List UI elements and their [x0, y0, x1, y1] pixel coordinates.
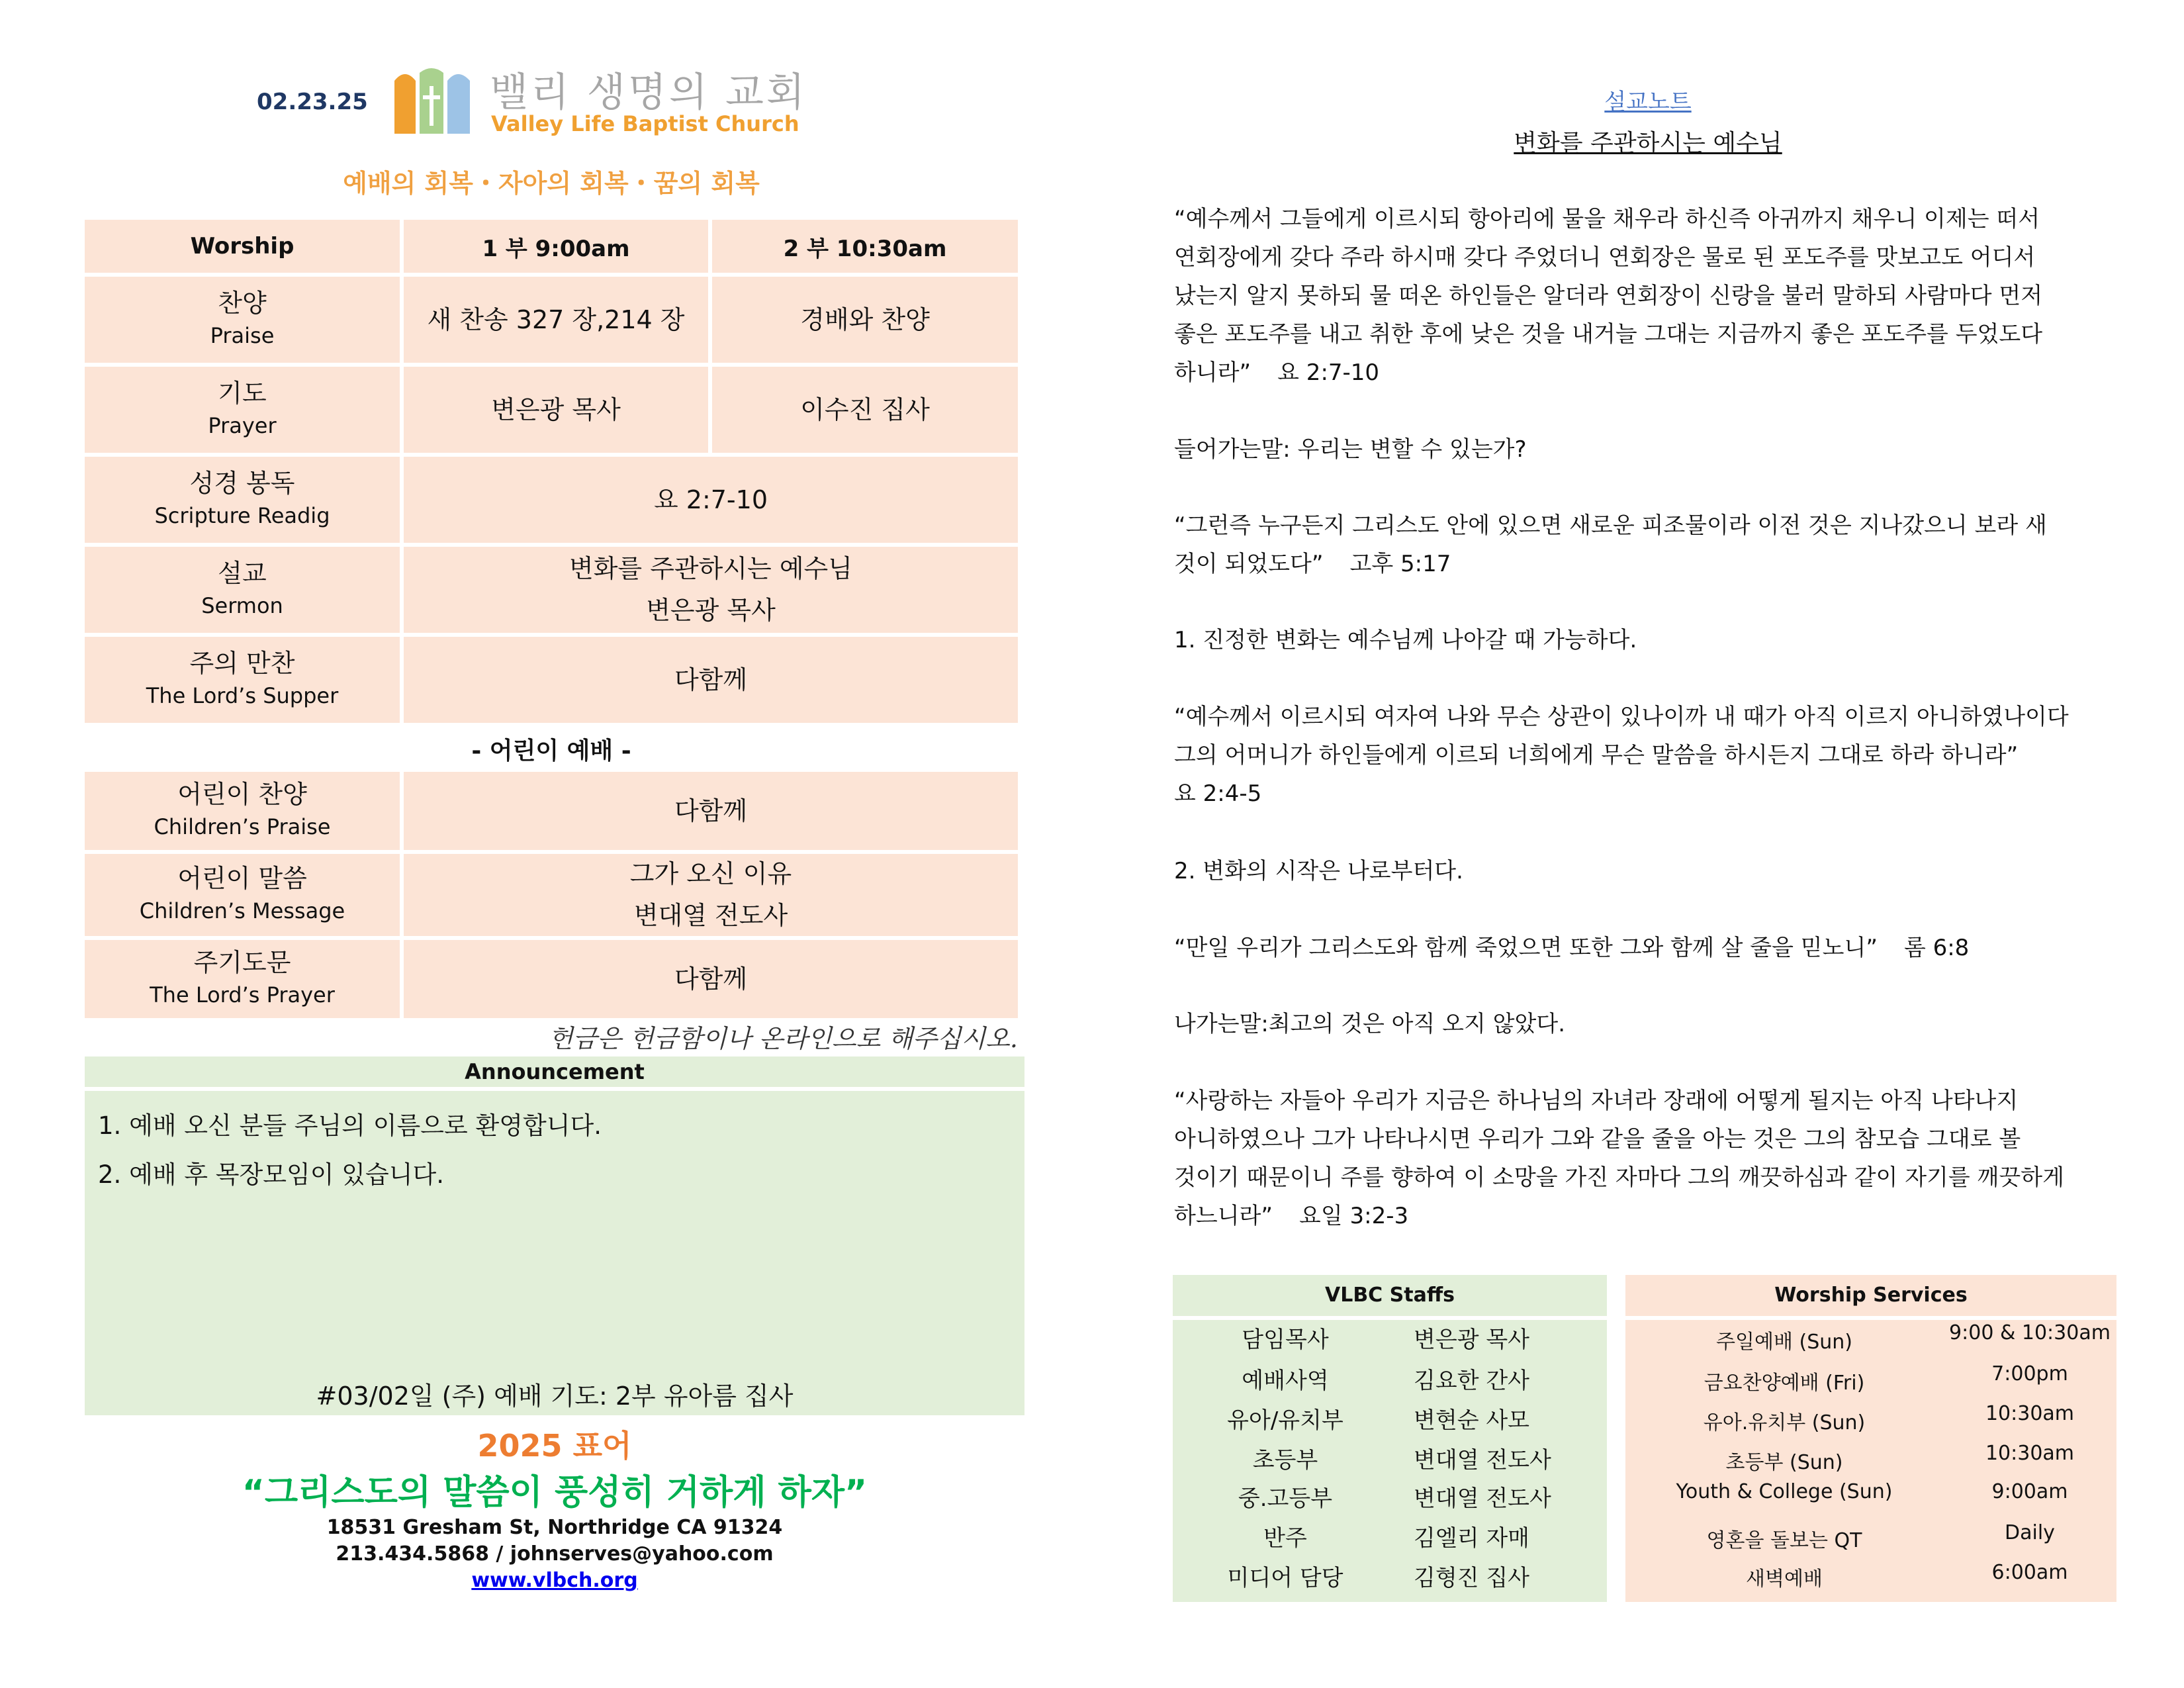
text-line: “예수께서 이르시되 여자여 나와 무슨 상관이 있나이까 내 때가 아직 이르지 아니하였나이다	[1174, 704, 2069, 730]
col-header-worship: Worship	[85, 220, 400, 273]
label-korean: 어린이 말씀	[177, 864, 307, 894]
label-korean: 성경 봉독	[189, 469, 295, 498]
service-time: 9:00 & 10:30am	[1949, 1321, 2111, 1344]
staff-name: 변현순 사모	[1414, 1407, 1530, 1434]
col-header-first-service: 1 부 9:00am	[404, 220, 708, 273]
scripture-passage-5	[1174, 1082, 2101, 1235]
sermon-value	[404, 547, 1018, 633]
verse-reference: 요 2:4-5	[1174, 780, 1262, 807]
closing-statement: 나가는말:최고의 것은 아직 오지 않았다.	[1174, 1011, 1565, 1037]
staff-table	[1173, 1320, 1607, 1602]
label-korean: 주의 만찬	[189, 649, 295, 679]
service-time: 10:30am	[1985, 1442, 2075, 1465]
text-line: 하느니라”	[1174, 1203, 1273, 1229]
service-time: 9:00am	[1991, 1480, 2068, 1503]
verse-reference: 요 2:7-10	[1277, 359, 1380, 386]
service-name: 유아.유치부 (Sun)	[1703, 1411, 1866, 1434]
services-table	[1625, 1320, 2116, 1602]
staff-name: 변대열 전도사	[1414, 1485, 1551, 1512]
staff-role: 미디어 담당	[1227, 1565, 1343, 1591]
service-time: 7:00pm	[1991, 1362, 2068, 1385]
announcement-box	[85, 1091, 1024, 1415]
sermon-point-2: 2. 변화의 시작은 나로부터다.	[1174, 858, 1463, 884]
sermon-notes-label: 설교노트	[1604, 89, 1692, 115]
col-header-second-service: 2 부 10:30am	[712, 220, 1018, 273]
staff-role: 예배사역	[1242, 1368, 1329, 1394]
intro-statement: 들어가는말: 우리는 변할 수 있는가?	[1174, 436, 1527, 463]
service-time: Daily	[2005, 1521, 2055, 1544]
text-line: 연회장에게 갖다 주라 하시매 갖다 주었더니 연회장은 물로 된 포도주를 맛보고도 어디서	[1174, 244, 2036, 271]
staff-role: 유아/유치부	[1227, 1407, 1343, 1434]
service-name: Youth & College (Sun)	[1676, 1480, 1893, 1503]
children-worship-heading: - 어린이 예배 -	[471, 737, 631, 765]
text-line: 났는지 알지 못하되 물 떠온 하인들은 알더라 연회장이 신랑을 불러 말하되 사람마다 먼저	[1174, 283, 2043, 309]
label-korean: 설교	[218, 559, 267, 588]
text-line: 좋은 포도주를 내고 취한 후에 낮은 것을 내거늘 그대는 지금까지 좋은 포도주를 두었도다	[1174, 321, 2043, 348]
row-label-lords-prayer	[85, 940, 400, 1018]
service-name: 새벽예배	[1746, 1568, 1823, 1591]
row-label-prayer	[85, 367, 400, 453]
verse-reference: 요일 3:2-3	[1299, 1203, 1409, 1229]
text-line: 그의 어머니가 하인들에게 이르되 너희에게 무슨 말씀을 하시든지 그대로 하라 하니라”	[1174, 742, 2019, 769]
staff-name: 김형진 집사	[1414, 1565, 1530, 1591]
service-name: 주일예배 (Sun)	[1716, 1331, 1852, 1354]
children-message-value	[404, 854, 1018, 936]
staff-name: 김요한 간사	[1414, 1368, 1530, 1394]
scripture-passage-3	[1174, 698, 2101, 813]
announcement-item: 2. 예배 후 목장모임이 있습니다.	[98, 1160, 445, 1189]
scripture-passage-4	[1174, 929, 2101, 967]
service-name: 금요찬양예배 (Fri)	[1704, 1372, 1865, 1395]
praise-first-service: 새 찬송 327 장,214 장	[404, 277, 708, 363]
staff-role: 중.고등부	[1238, 1485, 1333, 1512]
scripture-value: 요 2:7-10	[404, 457, 1018, 543]
praise-second-service: 경배와 찬양	[712, 277, 1018, 363]
staff-name: 변대열 전도사	[1414, 1447, 1551, 1474]
text-line: “그런즉 누구든지 그리스도 안에 있으면 새로운 피조물이라 이전 것은 지나갔으니 보라 새	[1174, 512, 2047, 539]
text-line: “만일 우리가 그리스도와 함께 죽었으면 또한 그와 함께 살 줄을 믿노니”	[1174, 935, 1878, 961]
label-english: Children’s Message	[139, 898, 345, 923]
label-english: The Lord’s Supper	[146, 682, 339, 708]
label-korean: 기도	[218, 379, 267, 408]
label-english: Sermon	[201, 592, 283, 618]
sermon-title: 변화를 주관하시는 예수님	[569, 554, 852, 584]
row-label-children-message	[85, 854, 400, 936]
text-line: 것이 되었도다”	[1174, 551, 1324, 577]
text-line: 하니라”	[1174, 359, 1251, 386]
year-motto-verse: “그리스도의 말씀이 풍성히 거하게 하자”	[242, 1473, 868, 1513]
announcement-heading: Announcement	[85, 1056, 1024, 1087]
label-english: Praise	[210, 322, 275, 348]
website-link[interactable]: www.vlbch.org	[471, 1569, 638, 1592]
year-motto-heading: 2025 표어	[477, 1428, 632, 1464]
service-name: 초등부 (Sun)	[1725, 1451, 1843, 1474]
verse-reference: 고후 5:17	[1349, 551, 1451, 577]
row-label-lords-supper	[85, 637, 400, 723]
label-english: The Lord’s Prayer	[150, 982, 335, 1008]
church-logo	[393, 68, 471, 134]
scripture-passage-2	[1174, 506, 2101, 583]
label-english: Prayer	[208, 412, 277, 438]
offering-note: 헌금은 헌금함이나 온라인으로 해주십시오.	[548, 1024, 1018, 1053]
church-address: 18531 Gresham St, Northridge CA 91324	[326, 1516, 783, 1539]
staff-name: 김엘리 자매	[1414, 1525, 1530, 1552]
text-line: “사랑하는 자들아 우리가 지금은 하나님의 자녀라 장래에 어떻게 될지는 아직 나타나지	[1174, 1088, 2019, 1114]
row-label-children-praise	[85, 772, 400, 850]
label-korean: 찬양	[218, 289, 267, 318]
label-korean: 주기도문	[193, 948, 291, 978]
label-english: Children’s Praise	[154, 814, 331, 839]
verse-reference: 롬 6:8	[1903, 935, 1970, 961]
text-line: 것이기 때문이니 주를 향하여 이 소망을 가진 자마다 그의 깨끗하심과 같이 자기를 깨끗하게	[1174, 1164, 2064, 1191]
staff-role: 초등부	[1252, 1447, 1318, 1474]
bulletin-date: 02.23.25	[257, 89, 368, 115]
services-table-heading: Worship Services	[1625, 1275, 2116, 1316]
children-message-preacher: 변대열 전도사	[633, 901, 788, 930]
church-motto: 예배의 회복・자아의 회복・꿈의 회복	[343, 169, 760, 198]
staff-role: 담임목사	[1242, 1327, 1329, 1353]
announcement-item: 1. 예배 오신 분들 주님의 이름으로 환영합니다.	[98, 1111, 602, 1140]
service-name: 영혼을 돌보는 QT	[1706, 1529, 1862, 1552]
lords-prayer-value: 다함께	[404, 940, 1018, 1018]
next-prayer-note: #03/02일 (주) 예배 기도: 2부 유아름 집사	[316, 1382, 794, 1411]
church-name-english: Valley Life Baptist Church	[491, 111, 799, 136]
sermon-notes-title: 변화를 주관하시는 예수님	[1514, 130, 1782, 157]
label-english: Scripture Readig	[154, 502, 330, 528]
prayer-second-service: 이수진 집사	[712, 367, 1018, 453]
children-message-title: 그가 오신 이유	[629, 859, 792, 889]
sermon-point-1: 1. 진정한 변화는 예수님께 나아갈 때 가능하다.	[1174, 627, 1637, 653]
scripture-passage-1	[1174, 200, 2101, 392]
sermon-preacher: 변은광 목사	[646, 596, 776, 625]
church-name-korean: 밸리 생명의 교회	[490, 70, 807, 116]
row-label-sermon	[85, 547, 400, 633]
row-label-scripture	[85, 457, 400, 543]
prayer-first-service: 변은광 목사	[404, 367, 708, 453]
church-contact: 213.434.5868 / johnserves@yahoo.com	[336, 1542, 774, 1566]
text-line: 아니하였으나 그가 나타나시면 우리가 그와 같을 줄을 아는 것은 그의 참모습 그대로 볼	[1174, 1126, 2021, 1152]
text-line: “예수께서 그들에게 이르시되 항아리에 물을 채우라 하신즉 아귀까지 채우니 이제는 떠서	[1174, 206, 2040, 232]
staff-table-heading: VLBC Staffs	[1173, 1275, 1607, 1316]
staff-role: 반주	[1263, 1525, 1307, 1552]
staff-name: 변은광 목사	[1414, 1327, 1530, 1353]
website-container	[85, 1569, 1024, 1592]
children-praise-value: 다함께	[404, 772, 1018, 850]
row-label-praise	[85, 277, 400, 363]
lords-supper-value: 다함께	[404, 637, 1018, 723]
service-time: 10:30am	[1985, 1402, 2075, 1425]
service-time: 6:00am	[1991, 1561, 2068, 1584]
label-korean: 어린이 찬양	[177, 780, 307, 810]
